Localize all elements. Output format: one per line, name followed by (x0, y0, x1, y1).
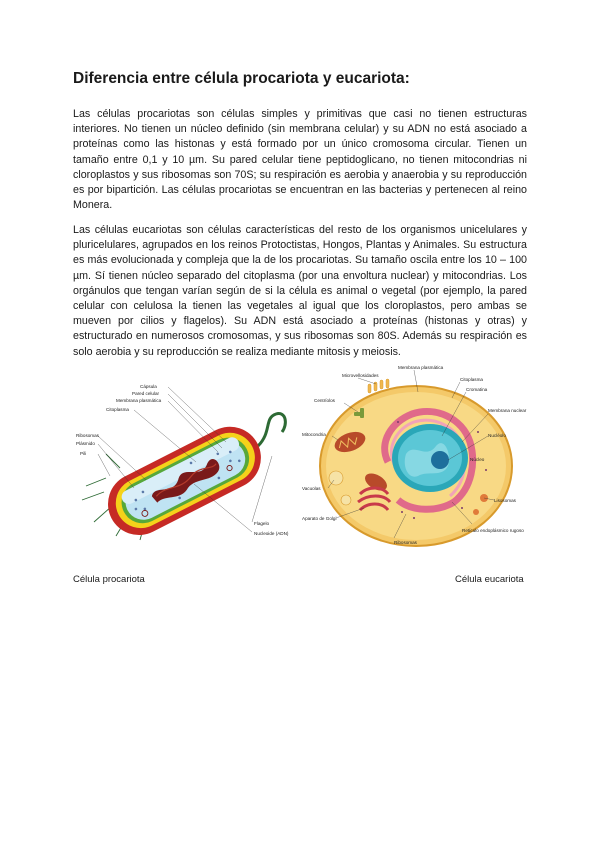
label-pili: Pili (80, 451, 87, 456)
label-citoplasma: Citoplasma (460, 377, 483, 382)
caption-prokaryote: Célula procariota (73, 574, 145, 585)
label-ribosomas: Ribosomas (76, 433, 99, 438)
label-nucleo: Núcleo (470, 457, 485, 462)
label-capsula: Cápsula (140, 384, 157, 389)
label-flagelo: Flagelo (254, 521, 270, 526)
label-centriolos: Centríolos (314, 398, 335, 403)
label-ribosomas: Ribosomas (394, 540, 417, 545)
label-nucleoide: Nucleoide (ADN) (254, 531, 289, 536)
label-lisosomas: Lisosomas (494, 498, 516, 503)
paragraph-prokaryote: Las células procariotas son células simples y primitivas que casi no tienen estructuras interiores. No tienen un núcleo definido (sin membrana celular) y su ADN no está asociado a proteínas como las histonas y está formado por un único cromosoma circular. Tienen un tamaño entre 0,1 y 10 µm. Su pared celular tiene peptidoglicano, no tienen mitocondrias ni cloroplastos y sus ribosomas son 70S; su respiración es aerobia y anaerobia y su reproducción es por bipartición. Las células procariotas se encuentran en las bacterias y pertenecen al reino Monera. (73, 108, 527, 212)
label-citoplasma: Citoplasma (106, 407, 129, 412)
label-cromatina: Cromatina (466, 387, 488, 392)
eukaryote-cell-figure (302, 362, 530, 560)
paragraph-eukaryote: Las células eucariotas son células características del resto de los organismos unicelulares y pluricelulares, agrupados en los reinos Protoctistas, Hongos, Plantas y Animales. Su estructura es más evolucionada y compleja que la de los procariotas. Su tamaño oscila entre los 10 – 100 µm. Sí tienen núcleo separado del citoplasma (por una envoltura nuclear) y mitocondrias. Los orgánulos que tengan varían según de si la célula es animal o vegetal (por ejemplo, la pared celular con celulosa la tienen las vegetales al igual que los cloroplastos, pero ambas se mueven por cilios y flagelos). Su ADN está asociado a proteínas (histonas y otras) y estructurado en numerosos cromosomas, y sus ribosomas son 80S. Además su respiración es solo aerobia y su reproducción se realiza mediante mitosis y meiosis. (73, 224, 527, 358)
label-reticulo: Retículo endoplásmico rugoso (462, 528, 524, 533)
label-mitocondria: Mitocondria (302, 432, 326, 437)
caption-eukaryote: Célula eucariota (455, 574, 524, 585)
label-membrana-nuclear: Membrana nuclear (488, 408, 527, 413)
label-membrana: Membrana plasmática (116, 398, 162, 403)
vacuole-shape (329, 471, 343, 485)
label-membrana-plasmatica: Membrana plasmática (398, 365, 444, 370)
nucleolus-shape (431, 451, 449, 469)
label-pared: Pared celular (132, 391, 160, 396)
flagellum-shape (258, 414, 285, 446)
label-microvellosidades: Microvellosidades (342, 373, 379, 378)
prokaryote-cell-figure (76, 380, 290, 552)
label-plasmido: Plásmido (76, 441, 95, 446)
label-vacuolas: Vacuolas (302, 486, 321, 491)
label-golgi: Aparato de Golgi (302, 516, 337, 521)
document-title: Diferencia entre célula procariota y eucariota: (73, 70, 410, 87)
label-nucleolo: Nucléolo (488, 433, 506, 438)
